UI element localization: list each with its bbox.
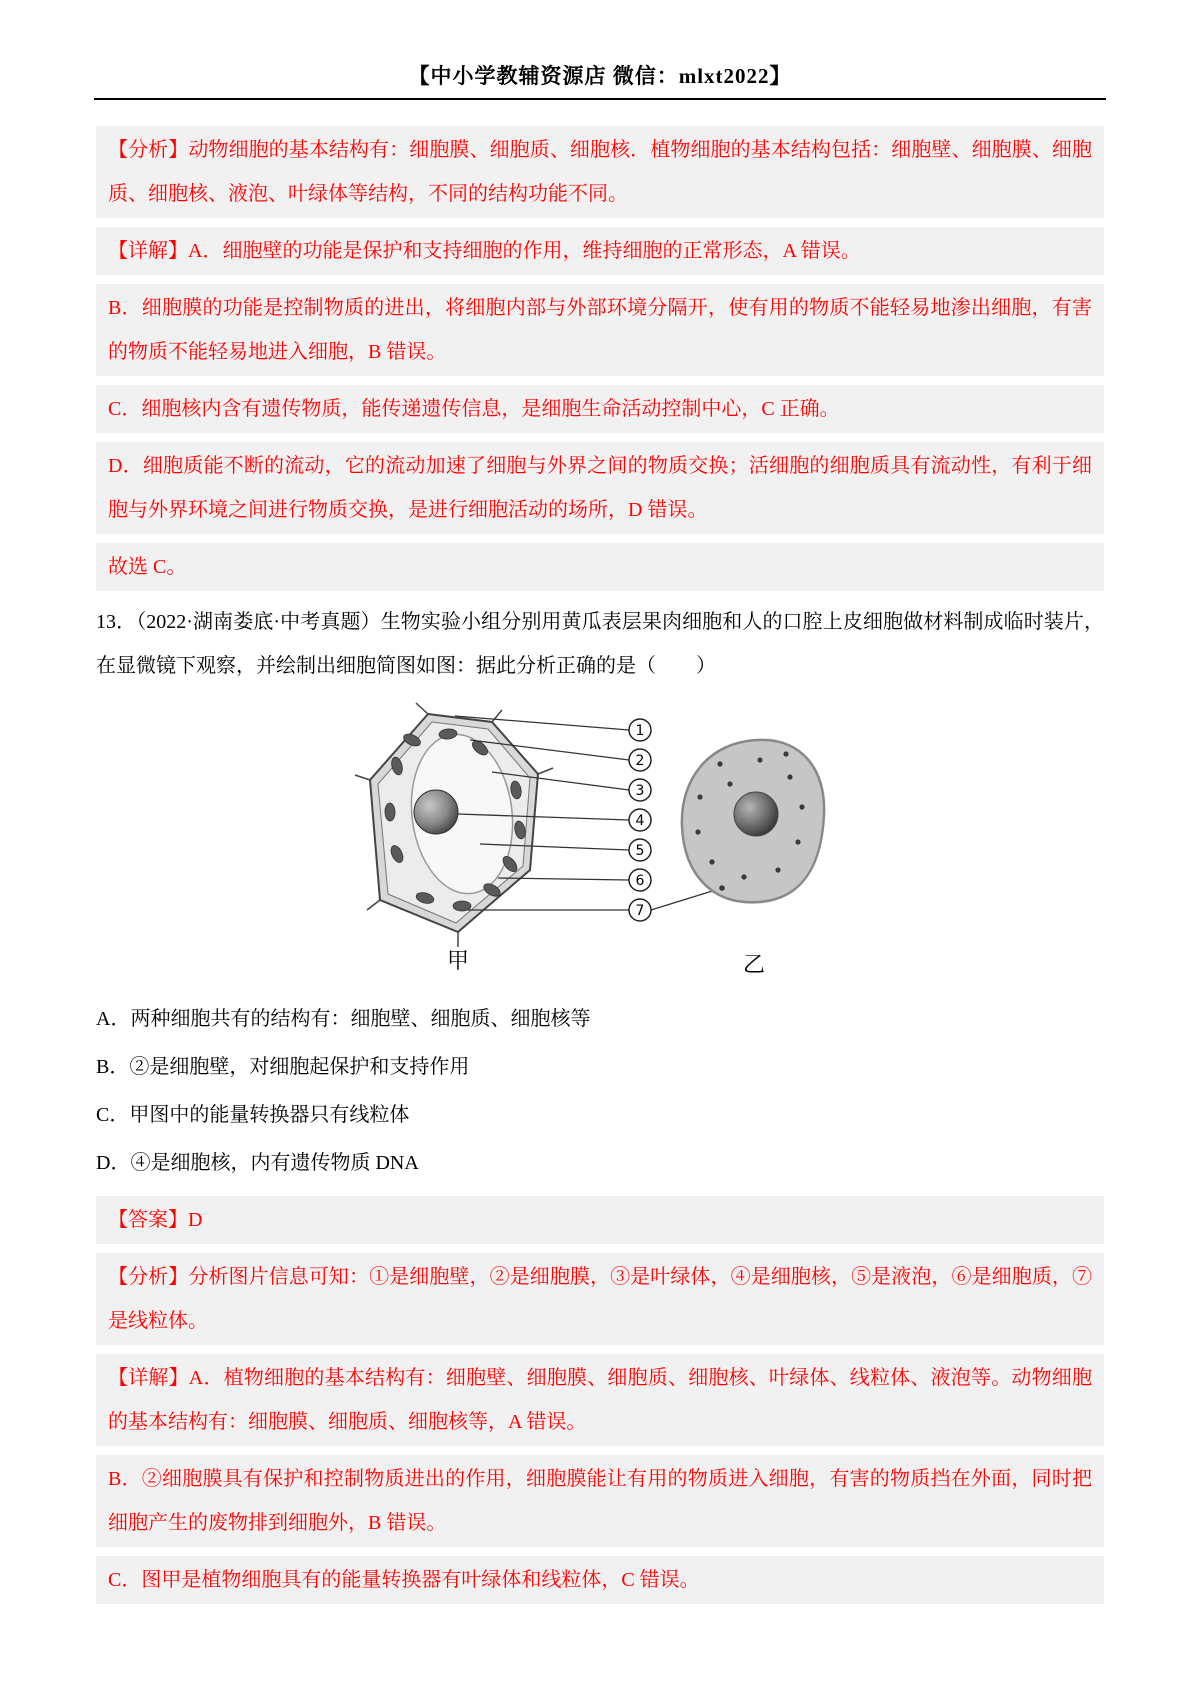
answer-block-q13 bbox=[96, 1196, 1104, 1604]
animal-nucleus bbox=[734, 792, 778, 836]
question-stem: 13．（2022·湖南娄底·中考真题）生物实验小组分别用黄瓜表层果肉细胞和人的口腔上皮细胞做材料制成临时装片，在显微镜下观察，并绘制出细胞简图如图：据此分析正确的是（ ） bbox=[96, 611, 1104, 677]
page-header bbox=[0, 0, 1200, 100]
figure-label-7 bbox=[629, 899, 651, 921]
question-13 bbox=[96, 600, 1104, 1186]
option-c: C．甲图中的能量转换器只有线粒体 bbox=[96, 1104, 410, 1126]
option-b: B．②是细胞壁，对细胞起保护和支持作用 bbox=[96, 1056, 470, 1078]
figure-caption-left: 甲 bbox=[446, 948, 470, 973]
figure-label-1 bbox=[629, 719, 651, 741]
cell-diagram bbox=[340, 702, 860, 982]
explanation-block-q12 bbox=[96, 126, 1104, 591]
figure-label-4-text: 4 bbox=[635, 813, 645, 829]
figure-label-3 bbox=[629, 779, 651, 801]
answer-paragraph: 【答案】D bbox=[96, 1196, 1104, 1244]
detail-paragraph-q13-c: C．图甲是植物细胞具有的能量转换器有叶绿体和线粒体，C 错误。 bbox=[96, 1556, 1104, 1604]
figure-label-7-text: 7 bbox=[635, 903, 645, 919]
detail-paragraph-c: C．细胞核内含有遗传物质，能传递遗传信息，是细胞生命活动控制中心，C 正确。 bbox=[96, 385, 1104, 433]
figure-label-1-text: 1 bbox=[635, 723, 645, 739]
option-a: A．两种细胞共有的结构有：细胞壁、细胞质、细胞核等 bbox=[96, 1008, 591, 1030]
detail-paragraph-b: B．细胞膜的功能是控制物质的进出，将细胞内部与外部环境分隔开，使有用的物质不能轻易地渗出细胞，有害的物质不能轻易地进入细胞，B 错误。 bbox=[96, 284, 1104, 376]
analysis-paragraph-q13: 【分析】分析图片信息可知：①是细胞壁，②是细胞膜，③是叶绿体，④是细胞核，⑤是液泡，⑥是细胞质，⑦是线粒体。 bbox=[96, 1253, 1104, 1345]
plant-nucleus bbox=[414, 790, 458, 834]
store-watermark: 【中小学教辅资源店 微信：mlxt2022】 bbox=[408, 64, 792, 88]
figure-label-2 bbox=[629, 749, 651, 771]
figure-caption-right: 乙 bbox=[742, 952, 766, 977]
detail-paragraph-d: D．细胞质能不断的流动，它的流动加速了细胞与外界之间的物质交换；活细胞的细胞质具有流动性，有利于细胞与外界环境之间进行物质交换，是进行细胞活动的场所，D 错误。 bbox=[96, 442, 1104, 534]
figure-label-3-text: 3 bbox=[635, 783, 645, 799]
analysis-paragraph: 【分析】动物细胞的基本结构有：细胞膜、细胞质、细胞核．植物细胞的基本结构包括：细胞壁、细胞膜、细胞质、细胞核、液泡、叶绿体等结构，不同的结构功能不同。 bbox=[96, 126, 1104, 218]
detail-paragraph-a: 【详解】A．细胞壁的功能是保护和支持细胞的作用，维持细胞的正常形态，A 错误。 bbox=[96, 227, 1104, 275]
figure-label-6-text: 6 bbox=[635, 873, 645, 889]
document-content bbox=[0, 100, 1200, 1604]
figure-label-5-text: 5 bbox=[635, 843, 645, 859]
cell-diagram-figure bbox=[340, 702, 860, 988]
figure-labels bbox=[629, 719, 651, 921]
detail-paragraph-q13-a: 【详解】A．植物细胞的基本结构有：细胞壁、细胞膜、细胞质、细胞核、叶绿体、线粒体、液泡等。动物细胞的基本结构有：细胞膜、细胞质、细胞核等，A 错误。 bbox=[96, 1354, 1104, 1446]
figure-label-5 bbox=[629, 839, 651, 861]
figure-label-6 bbox=[629, 869, 651, 891]
figure-label-4 bbox=[629, 809, 651, 831]
detail-paragraph-q13-b: B．②细胞膜具有保护和控制物质进出的作用，细胞膜能让有用的物质进入细胞，有害的物质挡在外面，同时把细胞产生的废物排到细胞外，B 错误。 bbox=[96, 1455, 1104, 1547]
option-d: D．④是细胞核，内有遗传物质 DNA bbox=[96, 1152, 419, 1174]
conclusion-paragraph: 故选 C。 bbox=[96, 543, 1104, 591]
animal-cell-figure bbox=[682, 740, 824, 902]
figure-label-2-text: 2 bbox=[635, 753, 645, 769]
